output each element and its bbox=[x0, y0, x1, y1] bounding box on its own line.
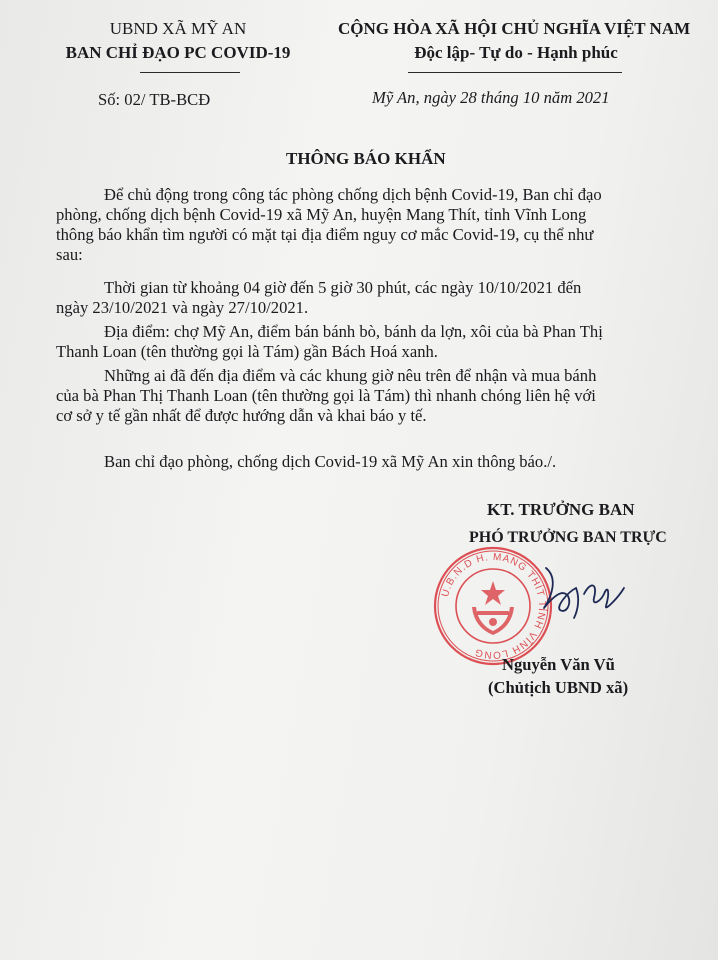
text-line: sau: bbox=[56, 245, 83, 264]
text-line: thông báo khẩn tìm người có mặt tại địa điểm nguy cơ mắc Covid-19, cụ thể như bbox=[56, 225, 594, 244]
paragraph-time bbox=[56, 278, 686, 318]
paragraph-intro bbox=[56, 185, 686, 265]
org-name-line2: BAN CHỈ ĐẠO PC COVID-19 bbox=[65, 43, 291, 62]
signer-role: (Chủtịch UBND xã) bbox=[488, 678, 629, 697]
org-underline bbox=[140, 72, 240, 73]
signer-subtitle: PHÓ TRƯỞNG BAN TRỰC bbox=[469, 529, 667, 546]
document-number: Số: 02/ TB-BCĐ bbox=[98, 90, 211, 109]
text-line: ngày 23/10/2021 và ngày 27/10/2021. bbox=[56, 298, 309, 317]
text-line: Địa điểm: chợ Mỹ An, điểm bán bánh bò, bánh da lợn, xôi của bà Phan Thị bbox=[104, 322, 603, 341]
text-line: phòng, chống dịch bệnh Covid-19 xã Mỹ An, huyện Mang Thít, tỉnh Vĩnh Long bbox=[56, 205, 587, 224]
paragraph-instructions bbox=[56, 366, 686, 426]
text-line: Thời gian từ khoảng 04 giờ đến 5 giờ 30 phút, các ngày 10/10/2021 đến bbox=[104, 278, 582, 297]
handwritten-signature-icon bbox=[528, 558, 638, 622]
text-line: Để chủ động trong công tác phòng chống dịch bệnh Covid-19, Ban chỉ đạo bbox=[104, 185, 602, 204]
signer-title: KT. TRƯỞNG BAN bbox=[487, 500, 635, 519]
motto-underline bbox=[408, 72, 622, 73]
paragraph-closing bbox=[56, 452, 686, 472]
nation-line1: CỘNG HÒA XÃ HỘI CHỦ NGHĨA VIỆT NAM bbox=[338, 19, 691, 38]
seal-text: U.B.N.D H. MANG THÍT TỈNH VĨNH LONG bbox=[439, 551, 548, 661]
text-line: Ban chỉ đạo phòng, chống dịch Covid-19 xã Mỹ An xin thông báo./. bbox=[104, 452, 557, 471]
text-line: Thanh Loan (tên thường gọi là Tám) gần Bách Hoá xanh. bbox=[56, 342, 438, 361]
paragraph-location bbox=[56, 322, 686, 362]
nation-motto: Độc lập- Tự do - Hạnh phúc bbox=[414, 43, 618, 62]
document-title: THÔNG BÁO KHẨN bbox=[286, 149, 446, 168]
text-line: của bà Phan Thị Thanh Loan (tên thường gọi là Tám) thì nhanh chóng liên hệ với bbox=[56, 386, 596, 405]
org-name-line1: UBND XÃ MỸ AN bbox=[109, 19, 247, 38]
signer-name: Nguyễn Văn Vũ bbox=[502, 655, 615, 674]
text-line: cơ sở y tế gần nhất để được hướng dẫn và khai báo y tế. bbox=[56, 406, 427, 425]
text-line: Những ai đã đến địa điểm và các khung giờ nêu trên để nhận và mua bánh bbox=[104, 366, 597, 385]
place-date: Mỹ An, ngày 28 tháng 10 năm 2021 bbox=[372, 88, 610, 107]
